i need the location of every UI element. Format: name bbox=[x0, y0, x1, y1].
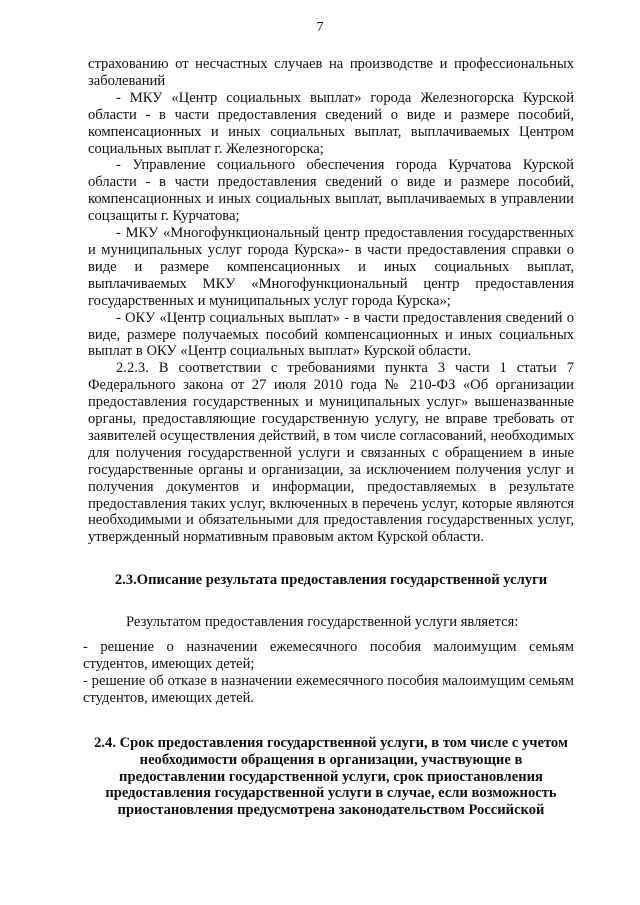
paragraph-2-2-3: 2.2.3. В соответствии с требованиями пункта 3 части 1 статьи 7 Федерального закона от 27 июля 2010 года № 210-ФЗ «Об организации предоставления государственных и муниципальных услуг» вышеназванные органы, предоставляющие государственную услугу, не вправе требовать от заявителей осуществления действий, в том числе согласований, необходимых для получения государственной услуги и связанных с обращением в иные государственные органы и организации, за исключением получения услуг и получения документов и информации, предоставляемых в результате предоставления таких услуг, включенных в перечень услуг, которые являются необходимыми и обязательными для предоставления государственных услуг, утвержденный нормативным правовым актом Курской области. bbox=[88, 360, 574, 546]
paragraph-mku-zheleznogorsk: - МКУ «Центр социальных выплат» города Железногорска Курской области - в части предоставления сведений о виде и размере пособий, компенсационных и иных социальных выплат, выплачиваемых Центром социальных выплат г. Железногорска; bbox=[88, 89, 574, 157]
result-item: - решение об отказе в назначении ежемесячного пособия малоимущим семьям студентов, имеющих детей. bbox=[83, 672, 574, 706]
spacer bbox=[88, 589, 574, 614]
paragraph-kurchatov: - Управление социального обеспечения города Курчатова Курской области - в части предоставления сведений о виде и размере пособий, компенсационных и иных социальных выплат, выплачиваемых в управлении соцзащиты г. Курчатова; bbox=[88, 157, 574, 225]
spacer bbox=[88, 631, 574, 639]
paragraph-mfc-kursk: - МКУ «Многофункциональный центр предоставления государственных и муниципальных услуг города Курска»- в части предоставления справки о виде и размере компенсационных и иных социальных выплат, выплачиваемых МКУ «Многофункциональный центр предоставления государственных и муниципальных услуг города Курска»; bbox=[88, 225, 574, 309]
page-number: 7 bbox=[316, 20, 324, 35]
section-heading-2-3: 2.3.Описание результата предоставления государственной услуги bbox=[114, 572, 548, 589]
document-body bbox=[83, 56, 574, 819]
spacer bbox=[88, 707, 574, 735]
result-item: - решение о назначении ежемесячного пособия малоимущим семьям студентов, имеющих детей; bbox=[83, 639, 574, 672]
section-heading-2-4: 2.4. Срок предоставления государственной услуги, в том числе с учетом необходимости обращения в организации, участвующие в предоставлении государственной услуги, срок приостановления предоставления государственной услуги в случае, если возможность приостановления предусмотрена законодательством Российской bbox=[94, 734, 568, 819]
paragraph-continuation: страхованию от несчастных случаев на производстве и профессиональных заболеваний bbox=[88, 56, 574, 89]
result-intro: Результатом предоставления государственной услуги является: bbox=[126, 614, 519, 631]
paragraph-oku-center: - ОКУ «Центр социальных выплат» - в части предоставления сведений о виде, размере получаемых пособий компенсационных и иных социальных выплат в ОКУ «Центр социальных выплат» Курской области. bbox=[88, 309, 574, 360]
spacer bbox=[88, 546, 574, 572]
